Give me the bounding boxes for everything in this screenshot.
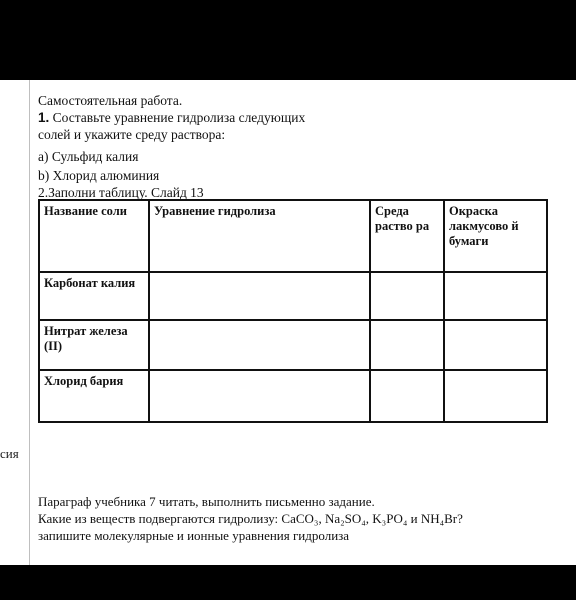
row-salt-name: Нитрат железа (II) — [39, 320, 149, 370]
task-1-text: Составьте уравнение гидролиза следующих — [52, 110, 306, 125]
empty-cell — [370, 320, 444, 370]
worksheet-heading: Самостоятельная работа. — [38, 93, 183, 108]
header-salt-name: Название соли — [39, 200, 149, 272]
worksheet-page — [0, 80, 576, 565]
empty-cell — [370, 272, 444, 320]
empty-cell — [149, 370, 370, 422]
task-1-item-a: а) Сульфид калия — [38, 149, 139, 164]
homework-line-1: Параграф учебника 7 читать, выполнить письменно задание. — [38, 494, 375, 509]
header-litmus-color: Окраска лакмусово й бумаги — [444, 200, 547, 272]
empty-cell — [444, 320, 547, 370]
table-header-row — [39, 200, 547, 272]
homework-line-3: запишите молекулярные и ионные уравнения гидролиза — [38, 528, 350, 543]
header-solution-medium: Среда раство ра — [370, 200, 444, 272]
page-margin-line — [29, 80, 30, 565]
task-2-text: 2.Заполни таблицу. Слайд 13 — [38, 185, 204, 200]
empty-cell — [149, 320, 370, 370]
task-1-line-2: солей и укажите среду раствора: — [38, 127, 226, 142]
empty-cell — [444, 370, 547, 422]
empty-cell — [149, 272, 370, 320]
row-salt-name: Карбонат калия — [39, 272, 149, 320]
homework-line-2: Какие из веществ подвергаются гидролизу: CaCO₃, Na₂SO₄, K₃PO₄ и NH₄Br? — [38, 511, 463, 526]
header-hydrolysis-equation: Уравнение гидролиза — [149, 200, 370, 272]
empty-cell — [444, 272, 547, 320]
table-row — [39, 320, 547, 370]
row-salt-name: Хлорид бария — [39, 370, 149, 422]
task-1-item-b: b) Хлорид алюминия — [38, 168, 160, 183]
table-row — [39, 370, 547, 422]
task-1-number: 1. — [38, 110, 50, 125]
table-row — [39, 272, 547, 320]
cut-off-word: сия — [0, 446, 19, 461]
task-1-line-1 — [38, 109, 305, 126]
empty-cell — [370, 370, 444, 422]
hydrolysis-table — [38, 199, 548, 423]
